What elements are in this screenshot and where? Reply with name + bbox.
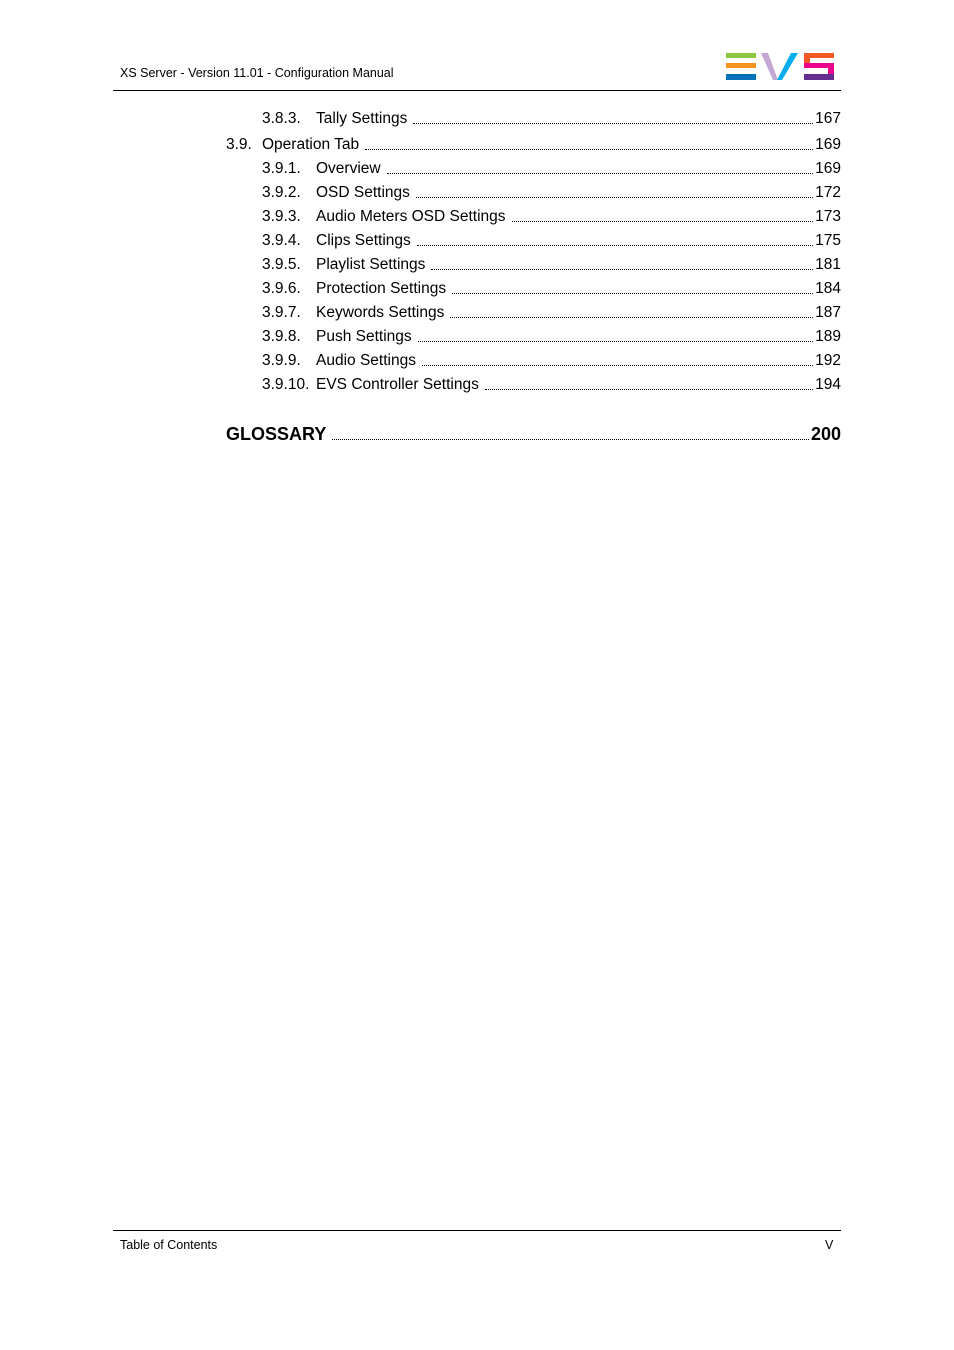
toc-page: 194 [815, 376, 841, 393]
toc-number: 3.9.7. [262, 304, 301, 321]
toc-entry[interactable] [262, 206, 841, 226]
toc-page: 200 [810, 424, 841, 444]
footer-page-number: V [825, 1238, 834, 1252]
toc-label: Audio Meters OSD Settings [316, 208, 506, 225]
toc-leader [452, 293, 813, 294]
toc-page: 169 [815, 160, 841, 177]
toc-leader [450, 317, 813, 318]
footer-section-title: Table of Contents [120, 1238, 218, 1252]
toc-label: Clips Settings [316, 232, 411, 249]
logo-s-bottom [804, 74, 834, 80]
toc-number: 3.9.5. [262, 256, 301, 273]
toc-number: 3.9.3. [262, 208, 301, 225]
toc-page: 181 [815, 256, 841, 273]
toc-entry[interactable] [226, 134, 841, 154]
toc-label: Operation Tab [262, 136, 360, 153]
toc-leader [332, 439, 809, 440]
header-rule [113, 90, 841, 91]
toc-number: 3.9.4. [262, 232, 301, 249]
toc-entry[interactable] [262, 158, 841, 178]
toc-label: Protection Settings [316, 280, 447, 297]
toc-label: Audio Settings [316, 352, 416, 369]
toc-page: 189 [815, 328, 841, 345]
toc-entry[interactable] [262, 230, 841, 250]
toc-number: 3.9.10. [262, 376, 310, 393]
toc-label: OSD Settings [316, 184, 410, 201]
toc-leader [431, 269, 813, 270]
toc-leader [512, 221, 814, 222]
logo-v-left [761, 53, 778, 80]
toc-number: 3.8.3. [262, 110, 301, 127]
toc-label: Overview [316, 160, 381, 177]
logo-v-right [777, 53, 798, 80]
logo-e-bar-bottom [726, 74, 756, 80]
toc-leader [422, 365, 813, 366]
toc-leader [485, 389, 813, 390]
toc-page: 172 [815, 184, 841, 201]
toc-entry[interactable] [262, 278, 841, 298]
toc-entry[interactable] [262, 374, 841, 394]
toc-page: 187 [815, 304, 841, 321]
toc-leader [418, 341, 813, 342]
logo-e-bar-top [726, 53, 756, 58]
toc-leader [387, 173, 814, 174]
toc-entry[interactable] [262, 302, 841, 322]
evs-logo [726, 53, 834, 81]
toc-entry-glossary[interactable] [226, 421, 841, 445]
footer-rule [113, 1230, 841, 1231]
toc-leader [417, 245, 813, 246]
toc-label: GLOSSARY [226, 424, 327, 444]
toc-entry[interactable] [262, 350, 841, 370]
toc-label: EVS Controller Settings [316, 376, 479, 393]
toc-entry[interactable] [262, 108, 841, 128]
toc-number: 3.9.2. [262, 184, 301, 201]
toc-entry[interactable] [262, 254, 841, 274]
toc-number: 3.9. [226, 136, 252, 153]
toc-leader [416, 197, 813, 198]
toc-leader [365, 149, 813, 150]
toc-page: 167 [815, 110, 841, 127]
header-title: XS Server - Version 11.01 - Configuration Manual [120, 66, 394, 80]
toc-entry[interactable] [262, 182, 841, 202]
toc-label: Push Settings [316, 328, 412, 345]
toc-number: 3.9.6. [262, 280, 301, 297]
toc-label: Tally Settings [316, 110, 408, 127]
toc-number: 3.9.9. [262, 352, 301, 369]
toc-page: 173 [815, 208, 841, 225]
toc-label: Keywords Settings [316, 304, 445, 321]
toc-number: 3.9.1. [262, 160, 301, 177]
toc-leader [413, 123, 813, 124]
toc-page: 184 [815, 280, 841, 297]
logo-e-bar-mid [726, 63, 756, 68]
toc-page: 192 [815, 352, 841, 369]
toc-entry[interactable] [262, 326, 841, 346]
toc-number: 3.9.8. [262, 328, 301, 345]
toc-page: 175 [815, 232, 841, 249]
toc-label: Playlist Settings [316, 256, 426, 273]
toc-page: 169 [815, 136, 841, 153]
